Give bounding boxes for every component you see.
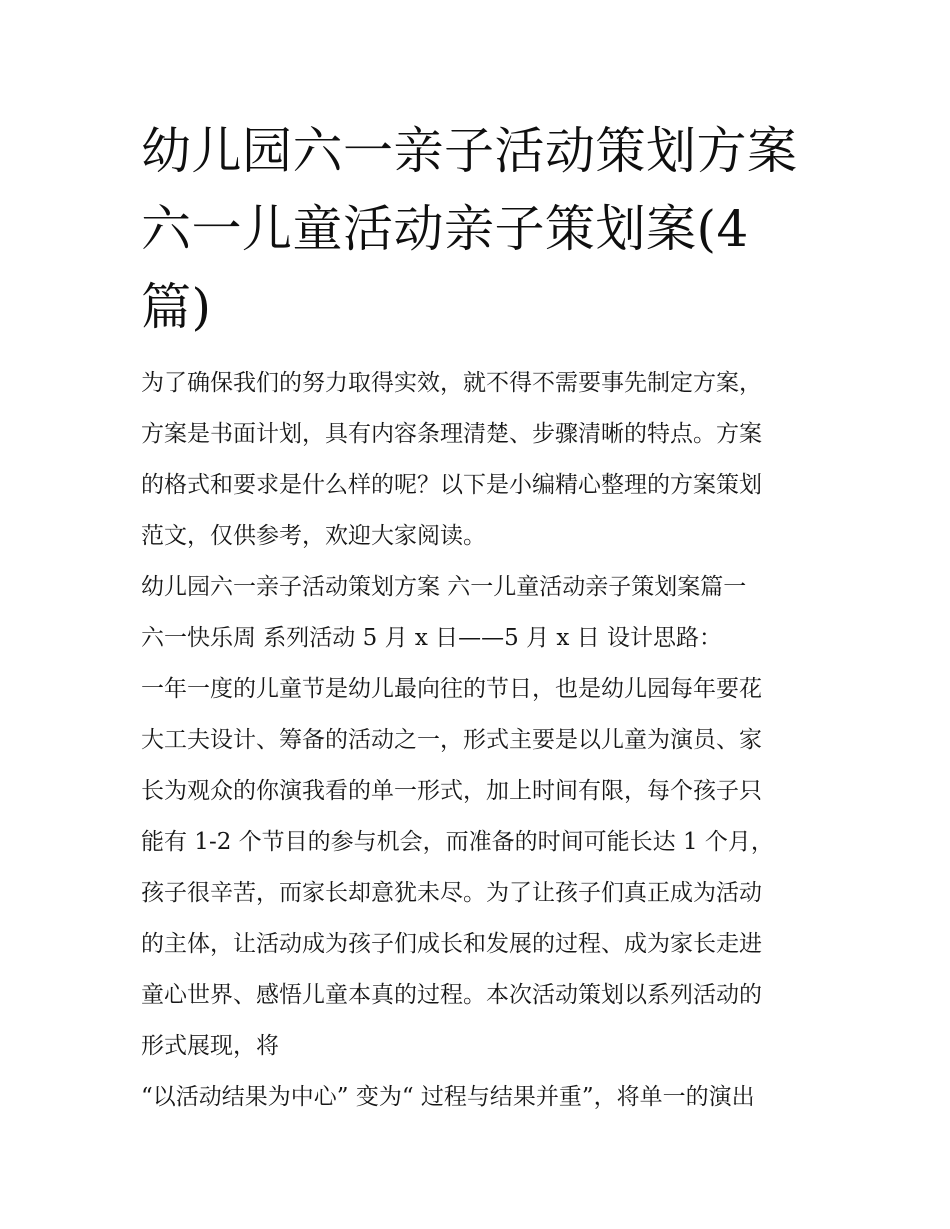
intro-paragraph: 为了确保我们的努力取得实效，就不得不需要事先制定方案， 方案是书面计划，具有内容条理清楚、步骤清晰的特点。方案 的格式和要求是什么样的呢？以下是小编精心整理的方案策划 范文，仅供参考，欢迎大家阅读。 — [141, 370, 762, 549]
document-body — [141, 112, 813, 1123]
activity-dates-paragraph: 六一快乐周 系列活动 5 月 x 日——5 月 x 日 设计思路： — [141, 625, 723, 651]
section-heading-paragraph: 幼儿园六一亲子活动策划方案 六一儿童活动亲子策划案篇一 — [141, 574, 747, 600]
transformation-paragraph: “以活动结果为中心” 变为“ 过程与结果并重”，将单一的演出 — [141, 1084, 755, 1110]
design-idea-paragraph: 一年一度的儿童节是幼儿最向往的节日，也是幼儿园每年要花 大工夫设计、筹备的活动之一，形式主要是以儿童为演员、家 长为观众的你演我看的单一形式，加上时间有限，每个孩子只 能有 1-2 个节目的参与机会，而准备的时间可能长达 1 个月， 孩子很辛苦，而家长却意犹未尽。为了让孩子们真正成为活动 的主体，让活动成为孩子们成长和发展的过程、成为家长走进 童心世界、感悟儿童本真的过程。本次活动策划以系列活动的 形式展现，将 — [141, 676, 774, 1059]
document-title: 幼儿园六一亲子活动策划方案 六一儿童活动亲子策划案(4 篇) — [141, 122, 798, 336]
